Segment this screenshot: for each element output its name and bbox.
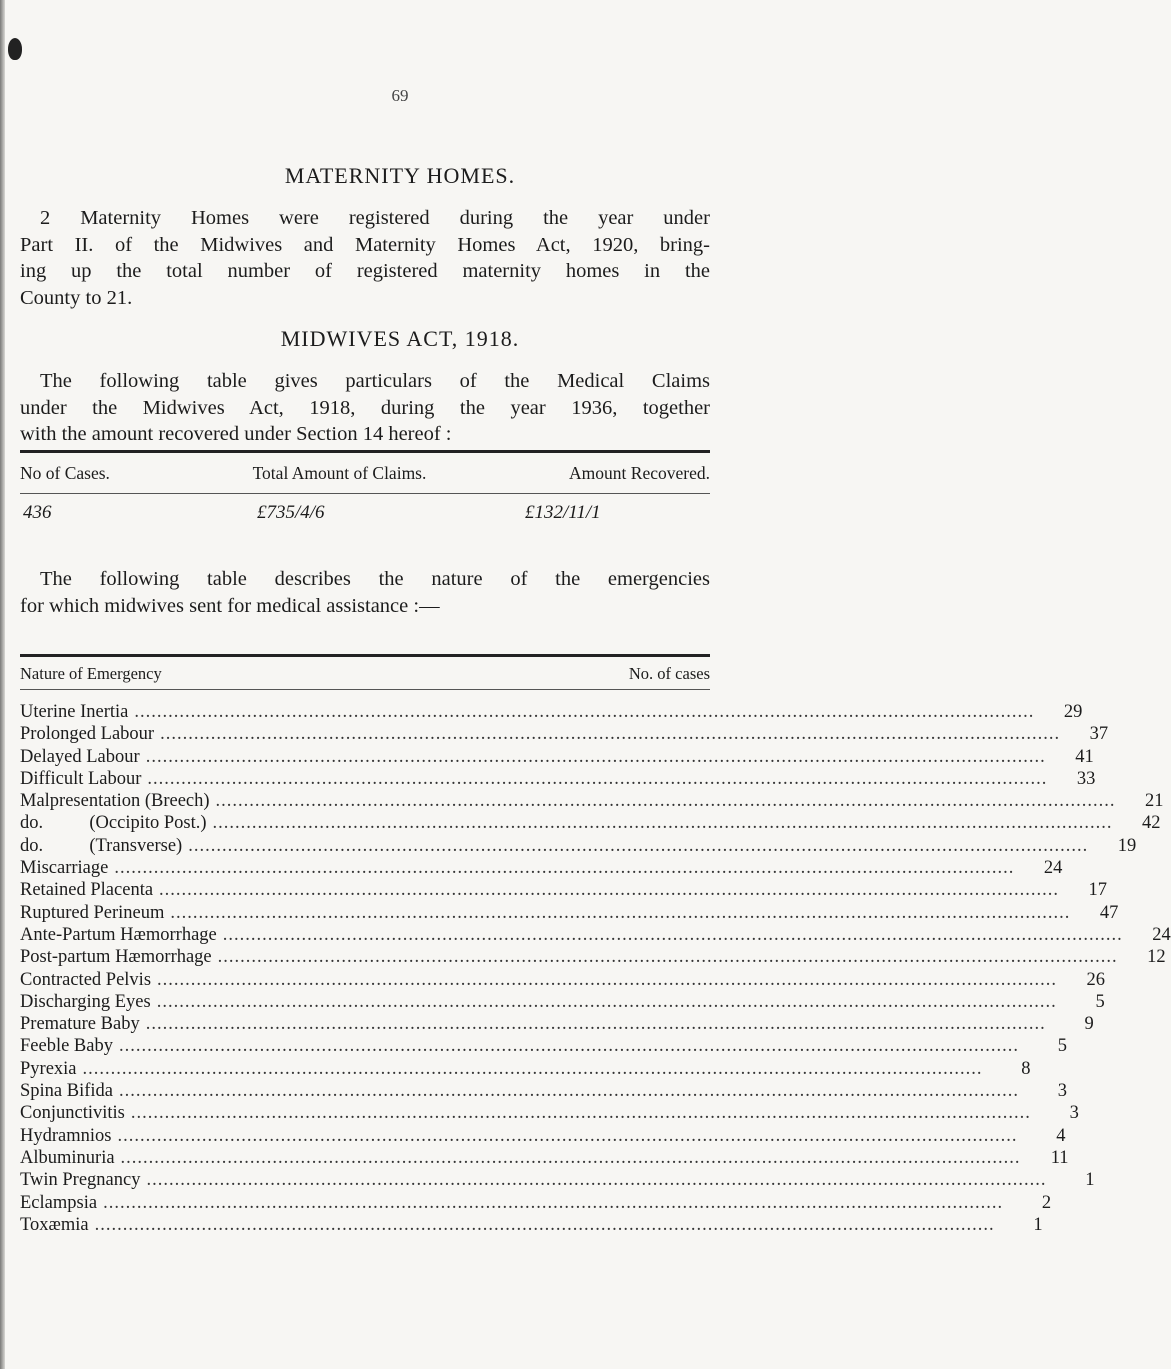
emergency-case-count: 26 bbox=[1086, 969, 1106, 990]
table-row bbox=[20, 790, 1164, 812]
dot-leader: ................................................................................................................................................................ bbox=[94, 1214, 995, 1235]
emergency-case-count: 3 bbox=[1057, 1081, 1068, 1102]
emergency-case-count: 47 bbox=[1099, 902, 1119, 923]
emergency-name: Post-partum Hæmorrhage bbox=[20, 947, 212, 968]
dot-leader: ................................................................................................................................................................ bbox=[215, 791, 1116, 812]
emergency-case-count: 29 bbox=[1063, 702, 1083, 722]
dot-leader: ................................................................................................................................................................ bbox=[145, 746, 1046, 767]
table-row bbox=[20, 879, 1108, 901]
page-number: 69 bbox=[391, 86, 409, 105]
ink-blot-mark bbox=[8, 38, 22, 60]
dot-leader: ................................................................................................................................................................ bbox=[147, 768, 1048, 789]
emergency-name: Twin Pregnancy bbox=[20, 1170, 141, 1191]
table-row bbox=[20, 835, 1137, 857]
heading-maternity-homes: MATERNITY HOMES. bbox=[284, 163, 516, 188]
dot-leader: ................................................................................................................................................................ bbox=[217, 947, 1118, 968]
emergency-table bbox=[20, 654, 1171, 1236]
paragraph-line: 2 Maternity Homes were registered during the year under bbox=[40, 207, 710, 229]
emergency-case-count: 12 bbox=[1147, 947, 1166, 968]
header-total-amount: Total Amount of Claims. bbox=[252, 463, 427, 483]
table-row bbox=[20, 768, 1096, 790]
emergency-case-count: 8 bbox=[1021, 1058, 1031, 1079]
cell-total-amount: £735/4/6 bbox=[257, 502, 325, 523]
cell-no-of-cases: 436 bbox=[23, 502, 52, 523]
emergency-name: Discharging Eyes bbox=[20, 991, 151, 1012]
paragraph-line: County to 21. bbox=[20, 286, 133, 309]
emergency-name: Ruptured Perineum bbox=[20, 902, 165, 923]
dot-leader: ................................................................................................................................................................ bbox=[188, 835, 1089, 856]
emergency-name: Eclampsia bbox=[20, 1192, 98, 1213]
emergency-name: Difficult Labour bbox=[20, 768, 142, 789]
table-row bbox=[20, 1035, 1067, 1057]
dot-leader: ................................................................................................................................................................ bbox=[222, 924, 1123, 945]
emergency-name: Delayed Labour bbox=[20, 746, 140, 767]
emergency-case-count: 5 bbox=[1095, 991, 1105, 1012]
page-edge-shadow bbox=[0, 0, 5, 1369]
table-row bbox=[20, 723, 1109, 745]
dot-leader: ................................................................................................................................................................ bbox=[119, 1081, 1020, 1102]
emergency-case-count: 42 bbox=[1142, 813, 1161, 834]
table-row bbox=[20, 969, 1106, 991]
paragraph-line: under the Midwives Act, 1918, during the year 1936, together bbox=[20, 396, 710, 419]
table-row bbox=[20, 746, 1094, 768]
emergency-header-row bbox=[20, 657, 710, 689]
table-row bbox=[20, 1192, 1052, 1214]
emergency-name: Feeble Baby bbox=[20, 1036, 113, 1057]
claims-data-row bbox=[20, 494, 710, 532]
table-row bbox=[20, 1058, 1031, 1080]
emergency-name: Ante-Partum Hæmorrhage bbox=[20, 924, 217, 945]
dot-leader: ................................................................................................................................................................ bbox=[82, 1058, 983, 1079]
dot-leader: ................................................................................................................................................................ bbox=[156, 991, 1057, 1012]
emergency-name: Toxæmia bbox=[20, 1214, 89, 1235]
midwives-act-paragraph bbox=[20, 368, 710, 448]
emergency-case-count: 41 bbox=[1075, 746, 1094, 767]
dot-leader: ................................................................................................................................................................ bbox=[159, 880, 1060, 901]
emergency-name: Contracted Pelvis bbox=[20, 969, 152, 990]
emergencies-intro-paragraph bbox=[20, 566, 710, 619]
dot-leader: ................................................................................................................................................................ bbox=[134, 702, 1035, 722]
emergency-case-count: 37 bbox=[1089, 724, 1109, 745]
claims-header-row bbox=[20, 453, 710, 493]
emergency-case-count: 2 bbox=[1041, 1192, 1052, 1213]
dot-leader: ................................................................................................................................................................ bbox=[146, 1170, 1047, 1191]
table-row bbox=[20, 1125, 1066, 1147]
emergency-case-count: 21 bbox=[1145, 791, 1164, 812]
medical-claims-table bbox=[20, 450, 710, 532]
header-rule bbox=[20, 689, 710, 690]
header-nature-of-emergency: Nature of Emergency bbox=[20, 664, 162, 683]
paragraph-line: for which midwives sent for medical assistance :— bbox=[20, 594, 440, 617]
emergency-case-count: 19 bbox=[1117, 835, 1137, 856]
dot-leader: ................................................................................................................................................................ bbox=[170, 902, 1071, 923]
dot-leader: ................................................................................................................................................................ bbox=[157, 969, 1058, 990]
table-row bbox=[20, 902, 1119, 924]
table-row bbox=[20, 857, 1063, 879]
table-row bbox=[20, 1169, 1095, 1191]
dot-leader: ................................................................................................................................................................ bbox=[212, 813, 1113, 834]
emergency-name: Premature Baby bbox=[20, 1014, 140, 1035]
emergency-name: Malpresentation (Breech) bbox=[20, 791, 210, 812]
emergency-case-count: 1 bbox=[1033, 1214, 1043, 1235]
table-row bbox=[20, 1147, 1069, 1169]
emergency-case-count: 5 bbox=[1057, 1036, 1067, 1057]
emergency-list bbox=[20, 701, 1171, 1236]
emergency-name: Spina Bifida bbox=[20, 1081, 114, 1102]
emergency-name: Miscarriage bbox=[20, 858, 109, 879]
header-no-of-cases: No of Cases. bbox=[20, 463, 110, 483]
table-row bbox=[20, 1214, 1043, 1236]
emergency-name: Retained Placenta bbox=[20, 880, 154, 901]
table-row bbox=[20, 924, 1171, 946]
dot-leader: ................................................................................................................................................................ bbox=[145, 1014, 1046, 1035]
table-row bbox=[20, 991, 1105, 1013]
dot-leader: ................................................................................................................................................................ bbox=[120, 1147, 1021, 1168]
heading-midwives-act: MIDWIVES ACT, 1918. bbox=[280, 326, 520, 351]
dot-leader: ................................................................................................................................................................ bbox=[117, 1125, 1018, 1146]
header-amount-recovered: Amount Recovered. bbox=[569, 463, 710, 483]
emergency-case-count: 33 bbox=[1076, 768, 1096, 789]
dot-leader: ................................................................................................................................................................ bbox=[114, 858, 1015, 879]
dot-leader: ................................................................................................................................................................ bbox=[119, 1036, 1019, 1057]
cell-amount-recovered: £132/11/1 bbox=[525, 502, 601, 523]
table-row bbox=[20, 1013, 1094, 1035]
emergency-name: do. (Transverse) bbox=[20, 835, 183, 856]
table-row bbox=[20, 1102, 1079, 1124]
emergency-name: Conjunctivitis bbox=[20, 1103, 125, 1124]
emergency-case-count: 24 bbox=[1152, 924, 1171, 945]
emergency-name: Albuminuria bbox=[20, 1147, 115, 1168]
paragraph-line: The following table gives particulars of the Medical Claims bbox=[40, 370, 710, 392]
table-row bbox=[20, 701, 1083, 723]
emergency-name: Prolonged Labour bbox=[20, 724, 155, 745]
table-row bbox=[20, 812, 1161, 834]
maternity-homes-paragraph bbox=[20, 205, 710, 311]
emergency-case-count: 17 bbox=[1088, 880, 1108, 901]
emergency-case-count: 24 bbox=[1043, 858, 1063, 879]
emergency-name: Hydramnios bbox=[20, 1125, 112, 1146]
emergency-case-count: 3 bbox=[1069, 1103, 1079, 1124]
emergency-case-count: 9 bbox=[1084, 1014, 1094, 1035]
table-row bbox=[20, 1080, 1068, 1102]
emergency-name: Uterine Inertia bbox=[20, 702, 129, 722]
paragraph-line: Part II. of the Midwives and Maternity Homes Act, 1920, bring- bbox=[20, 233, 710, 256]
emergency-case-count: 4 bbox=[1056, 1125, 1066, 1146]
dot-leader: ................................................................................................................................................................ bbox=[130, 1103, 1031, 1124]
emergency-case-count: 11 bbox=[1050, 1147, 1069, 1168]
paragraph-line: ing up the total number of registered maternity homes in the bbox=[20, 260, 710, 282]
dot-leader: ................................................................................................................................................................ bbox=[160, 724, 1061, 745]
dot-leader: ................................................................................................................................................................ bbox=[103, 1192, 1004, 1213]
emergency-name: do. (Occipito Post.) bbox=[20, 813, 207, 834]
paragraph-line: with the amount recovered under Section 14 hereof : bbox=[20, 423, 452, 445]
header-no-of-cases: No. of cases bbox=[628, 664, 710, 683]
table-row bbox=[20, 946, 1166, 968]
emergency-name: Pyrexia bbox=[20, 1058, 77, 1079]
emergency-case-count: 1 bbox=[1085, 1170, 1095, 1191]
paragraph-line: The following table describes the nature of the emergencies bbox=[40, 568, 710, 590]
